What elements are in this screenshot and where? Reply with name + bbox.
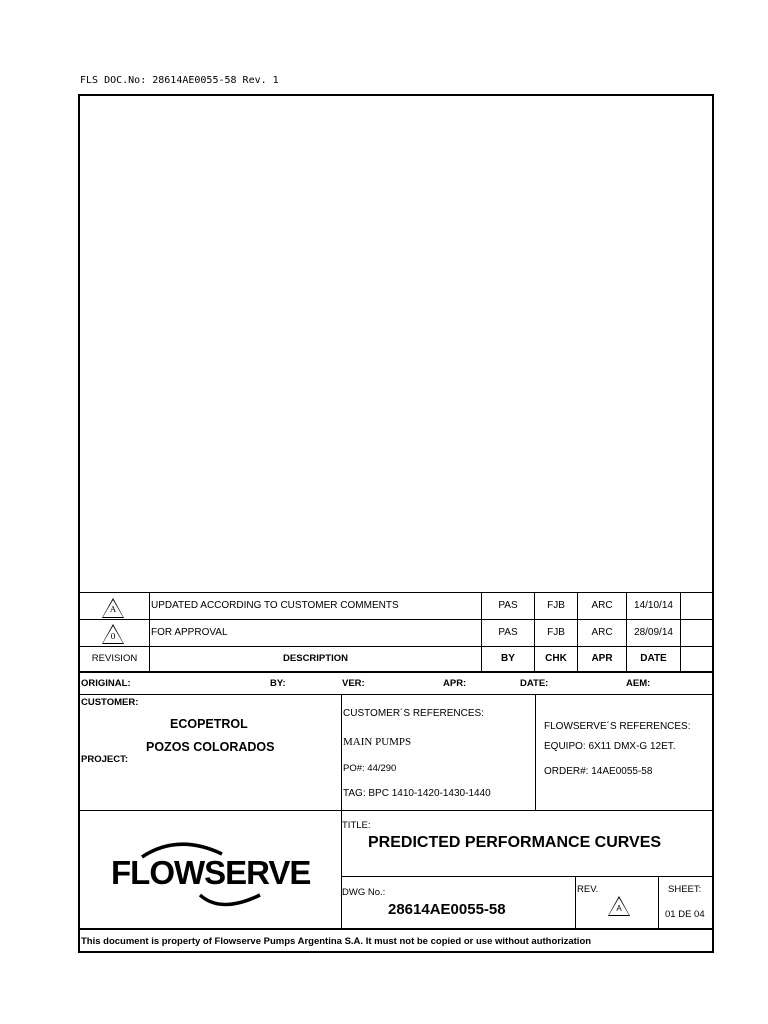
project-name: POZOS COLORADOS bbox=[146, 740, 275, 754]
ownership-notice: This document is property of Flowserve Pumps Argentina S.A. It must not be copied or use without authorization bbox=[81, 936, 592, 947]
flowserve-references-label: FLOWSERVE´S REFERENCES: bbox=[544, 721, 691, 732]
revision-description: FOR APPROVAL bbox=[151, 627, 228, 638]
customer-name: ECOPETROL bbox=[170, 717, 248, 731]
revision-symbol-a: A bbox=[110, 605, 116, 614]
description-header: DESCRIPTION bbox=[283, 653, 348, 664]
ver-label: VER: bbox=[342, 678, 365, 689]
flowserve-logo-text: FLOWSERVE bbox=[111, 854, 311, 891]
by-header: BY bbox=[501, 653, 515, 664]
revision-chk: FJB bbox=[547, 627, 565, 638]
customer-references-label: CUSTOMER´S REFERENCES: bbox=[343, 708, 484, 719]
customer-label: CUSTOMER: bbox=[81, 697, 139, 708]
dwg-number: 28614AE0055-58 bbox=[388, 901, 506, 918]
revision-by: PAS bbox=[498, 600, 518, 611]
date-header: DATE bbox=[640, 653, 667, 664]
revision-date: 28/09/14 bbox=[634, 627, 673, 638]
revision-by: PAS bbox=[498, 627, 518, 638]
original-label: ORIGINAL: bbox=[81, 678, 131, 689]
by-label: BY: bbox=[270, 678, 286, 689]
revision-date: 14/10/14 bbox=[634, 600, 673, 611]
revision-apr: ARC bbox=[591, 600, 613, 611]
flowserve-equipo: EQUIPO: 6X11 DMX-G 12ET. bbox=[544, 741, 676, 752]
apr-header: APR bbox=[591, 653, 613, 664]
flowserve-order: ORDER#: 14AE0055-58 bbox=[544, 766, 653, 777]
revision-symbol-0: 0 bbox=[110, 632, 116, 641]
sheet-label: SHEET: bbox=[668, 884, 702, 895]
sheet-number: 01 DE 04 bbox=[665, 909, 705, 920]
chk-header: CHK bbox=[545, 653, 567, 664]
customer-tag: TAG: BPC 1410-1420-1430-1440 bbox=[343, 788, 491, 799]
apr-label: APR: bbox=[443, 678, 467, 689]
document-title: PREDICTED PERFORMANCE CURVES bbox=[368, 834, 662, 851]
rev-symbol: A bbox=[616, 904, 622, 913]
project-label: PROJECT: bbox=[81, 754, 128, 765]
rev-label: REV. bbox=[577, 884, 599, 895]
revision-apr: ARC bbox=[591, 627, 613, 638]
title-label: TITLE: bbox=[342, 820, 371, 831]
drawing-frame bbox=[78, 94, 714, 953]
revision-header: REVISION bbox=[91, 653, 138, 664]
customer-po: PO#: 44/290 bbox=[343, 763, 397, 774]
date-label: DATE: bbox=[520, 678, 549, 689]
revision-chk: FJB bbox=[547, 600, 565, 611]
revision-description: UPDATED ACCORDING TO CUSTOMER COMMENTS bbox=[151, 600, 399, 611]
aem-label: AEM: bbox=[626, 678, 651, 689]
customer-main-pumps: MAIN PUMPS bbox=[343, 736, 412, 748]
dwg-label: DWG No.: bbox=[342, 887, 386, 898]
flowserve-logo bbox=[108, 836, 311, 916]
document-reference: FLS DOC.No: 28614AE0055-58 Rev. 1 bbox=[80, 75, 279, 86]
